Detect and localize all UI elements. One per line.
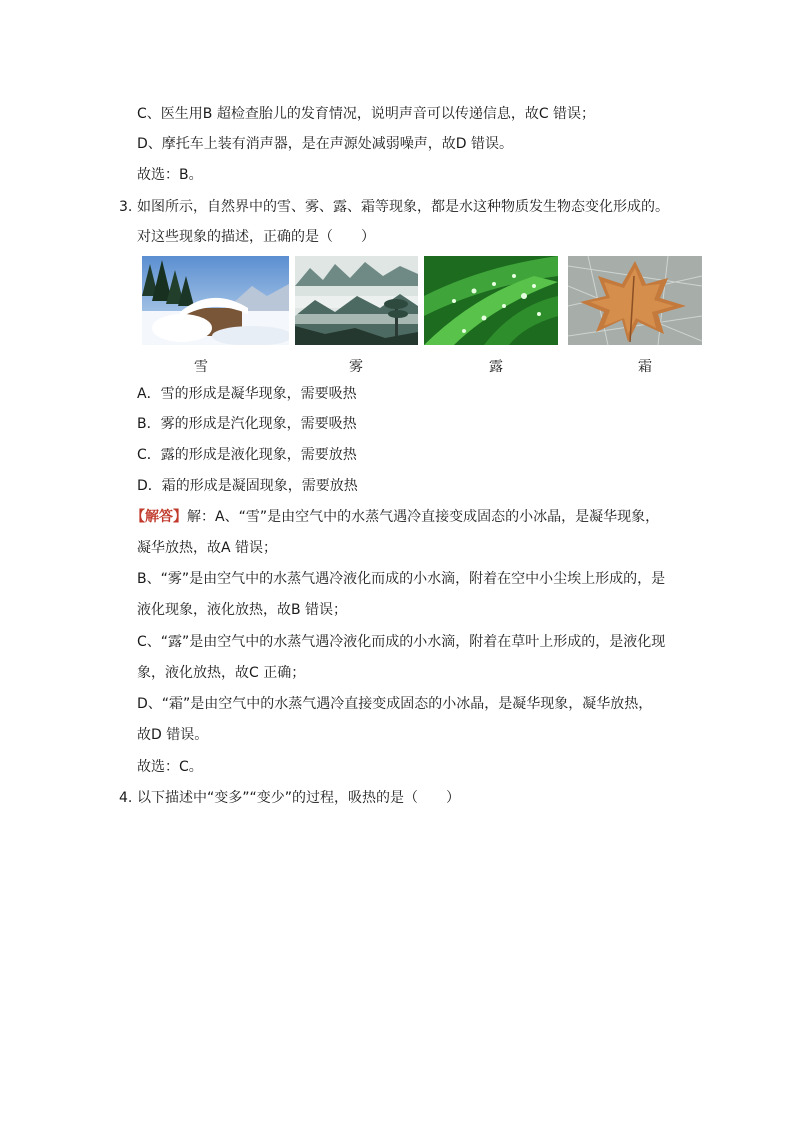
question-4-number: 4. (119, 790, 133, 806)
question-3-stem-line2: 对这些现象的描述，正确的是（ ） (137, 229, 375, 245)
option-c: C．露的形成是液化现象，需要放热 (137, 447, 357, 463)
analysis-line-6: 象，液化放热，故C 正确； (137, 665, 306, 681)
option-a: A．雪的形成是凝华现象，需要吸热 (137, 386, 357, 402)
fog-image (295, 256, 418, 345)
analysis-line-5: C、“露”是由空气中的水蒸气遇冷液化而成的小水滴，附着在草叶上形成的，是液化现 (137, 634, 666, 650)
analysis-text-1: 解：A、“雪”是由空气中的水蒸气遇冷直接变成固态的小冰晶，是凝华现象， (187, 509, 660, 525)
analysis-tag: 【解答】 (131, 509, 187, 525)
analysis-line-7: D、“霜”是由空气中的水蒸气遇冷直接变成固态的小冰晶，是凝华现象，凝华放热， (137, 696, 653, 712)
option-b: B．雾的形成是汽化现象，需要吸热 (137, 416, 357, 432)
analysis-line-8: 故D 错误。 (137, 727, 209, 743)
question-3-number: 3. (119, 199, 133, 215)
prev-answer: 故选：B。 (137, 167, 203, 183)
question-4-stem: 以下描述中“变多”“变少”的过程，吸热的是（ ） (137, 790, 461, 806)
caption-fog: 雾 (349, 359, 363, 375)
frost-image (568, 256, 702, 345)
analysis-line-4: 液化现象，液化放热，故B 错误； (137, 602, 348, 618)
snow-image (142, 256, 289, 345)
caption-dew: 露 (489, 359, 503, 375)
dew-image (424, 256, 558, 345)
analysis-line-1 (131, 507, 659, 527)
prev-option-d: D、摩托车上装有消声器，是在声源处减弱噪声，故D 错误。 (137, 136, 514, 152)
analysis-line-3: B、“雾”是由空气中的水蒸气遇冷液化而成的小水滴，附着在空中小尘埃上形成的，是 (137, 571, 666, 587)
analysis-line-2: 凝华放热，故A 错误； (137, 540, 278, 556)
q3-answer: 故选：C。 (137, 759, 203, 775)
option-d: D．霜的形成是凝固现象，需要放热 (137, 478, 358, 494)
question-3-stem-line1: 如图所示，自然界中的雪、雾、露、霜等现象，都是水这种物质发生物态变化形成的。 (137, 199, 669, 215)
prev-option-c: C、医生用B 超检查胎儿的发育情况，说明声音可以传递信息，故C 错误； (137, 106, 596, 122)
caption-snow: 雪 (194, 359, 208, 375)
caption-frost: 霜 (638, 359, 652, 375)
